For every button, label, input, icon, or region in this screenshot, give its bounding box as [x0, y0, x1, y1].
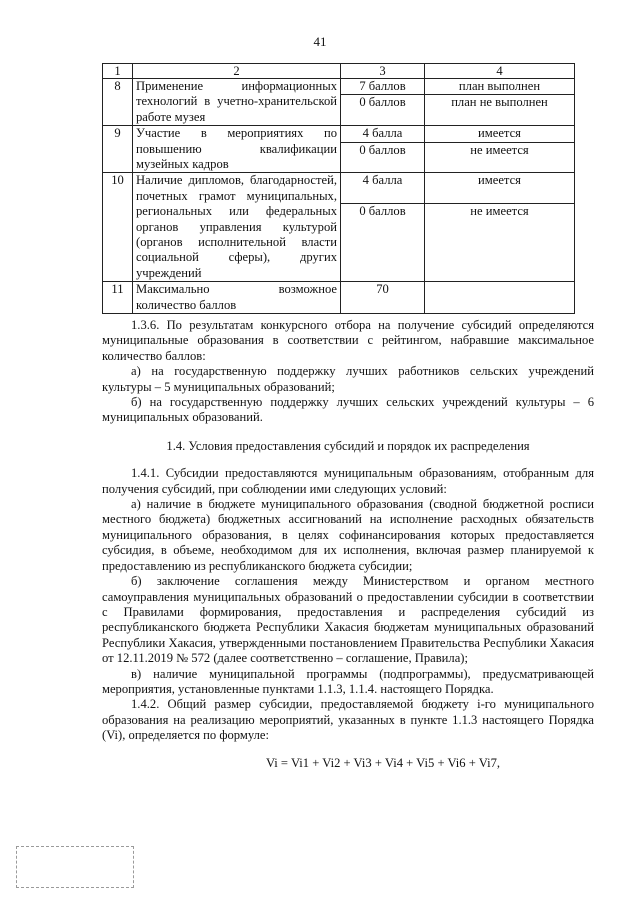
row-number: 9 — [103, 126, 133, 173]
header-cell: 3 — [341, 64, 425, 79]
row-number: 10 — [103, 173, 133, 282]
points-cell: 4 балла 0 баллов — [341, 173, 425, 282]
body-text — [102, 318, 594, 771]
points-cell: 70 — [341, 282, 425, 314]
table-row — [103, 173, 575, 282]
paragraph-1-4-1: 1.4.1. Субсидии предоставляются муниципальным образованиям, отобранным для получения субсидий, при соблюдении ими следующих условий: — [102, 466, 594, 496]
points-cell: 7 баллов 0 баллов — [341, 79, 425, 126]
criterion-name: Наличие дипломов, благодарностей, почетных грамот муниципальных, региональных или федеральных органов управления культурой (органов исполнительной власти социальной сферы), других учреждений — [133, 173, 341, 282]
table-header-row — [103, 64, 575, 79]
header-cell: 4 — [425, 64, 575, 79]
result-cell: имеется не имеется — [425, 173, 575, 282]
result-cell — [425, 282, 575, 314]
paragraph-1-4-1-a: а) наличие в бюджете муниципального образования (сводной бюджетной росписи местного бюджета) бюджетных ассигнований на исполнение расходных обязательств муниципального образования, в целях софинансирования которых предоставляется субсидия, в объеме, необходимом для их исполнения, включая размер планируемой к предоставлению из республиканского бюджета субсидии; — [102, 497, 594, 573]
header-cell: 1 — [103, 64, 133, 79]
criterion-name: Максимально возможное количество баллов — [133, 282, 341, 314]
table-row — [103, 79, 575, 126]
paragraph-1-3-6-a: а) на государственную поддержку лучших работников сельских учреждений культуры – 5 муниципальных образований; — [102, 364, 594, 394]
paragraph-1-3-6-b: б) на государственную поддержку лучших сельских учреждений культуры – 6 муниципальных образований. — [102, 395, 594, 425]
table-row — [103, 126, 575, 173]
paragraph-1-3-6: 1.3.6. По результатам конкурсного отбора на получение субсидий определяются муниципальные образования в соответствии с рейтингом, набравшие максимальное количество баллов: — [102, 318, 594, 363]
faded-stamp — [16, 846, 134, 888]
paragraph-1-4-2: 1.4.2. Общий размер субсидии, предоставляемой бюджету i-го муниципального образования на реализацию мероприятий, указанных в пункте 1.1.3 настоящего Порядка (Vi), определяется по формуле: — [102, 697, 594, 743]
criteria-table — [102, 63, 575, 314]
criterion-name: Применение информационных технологий в учетно-хранительской работе музея — [133, 79, 341, 126]
page-number: 41 — [313, 34, 327, 49]
paragraph-1-4-1-b: б) заключение соглашения между Министерством и органом местного самоуправления муниципальных образований о предоставлении субсидии в соответствии с Правилами формирования, предоставления и распределения субсидий из республиканского бюджета Республики Хакасия бюджетам муниципальных образований Республики Хакасия, утвержденными постановлением Правительства Республики Хакасия от 12.11.2019 № 572 (далее соответственно – соглашение, Правила); — [102, 574, 594, 666]
formula: Vi = Vi1 + Vi2 + Vi3 + Vi4 + Vi5 + Vi6 + Vi7, — [265, 755, 501, 770]
row-number: 11 — [103, 282, 133, 314]
header-cell: 2 — [133, 64, 341, 79]
table-row — [103, 282, 575, 314]
paragraph-1-4-1-c: в) наличие муниципальной программы (подпрограммы), предусматривающей мероприятия, установленные пунктами 1.1.3, 1.1.4. настоящего Порядка. — [102, 666, 594, 696]
row-number: 8 — [103, 79, 133, 126]
result-cell: план выполнен план не выполнен — [425, 79, 575, 126]
points-cell: 4 балла 0 баллов — [341, 126, 425, 173]
section-heading-1-4: 1.4. Условия предоставления субсидий и порядок их распределения — [166, 438, 530, 453]
criterion-name: Участие в мероприятиях по повышению квалификации музейных кадров — [133, 126, 341, 173]
result-cell: имеется не имеется — [425, 126, 575, 173]
